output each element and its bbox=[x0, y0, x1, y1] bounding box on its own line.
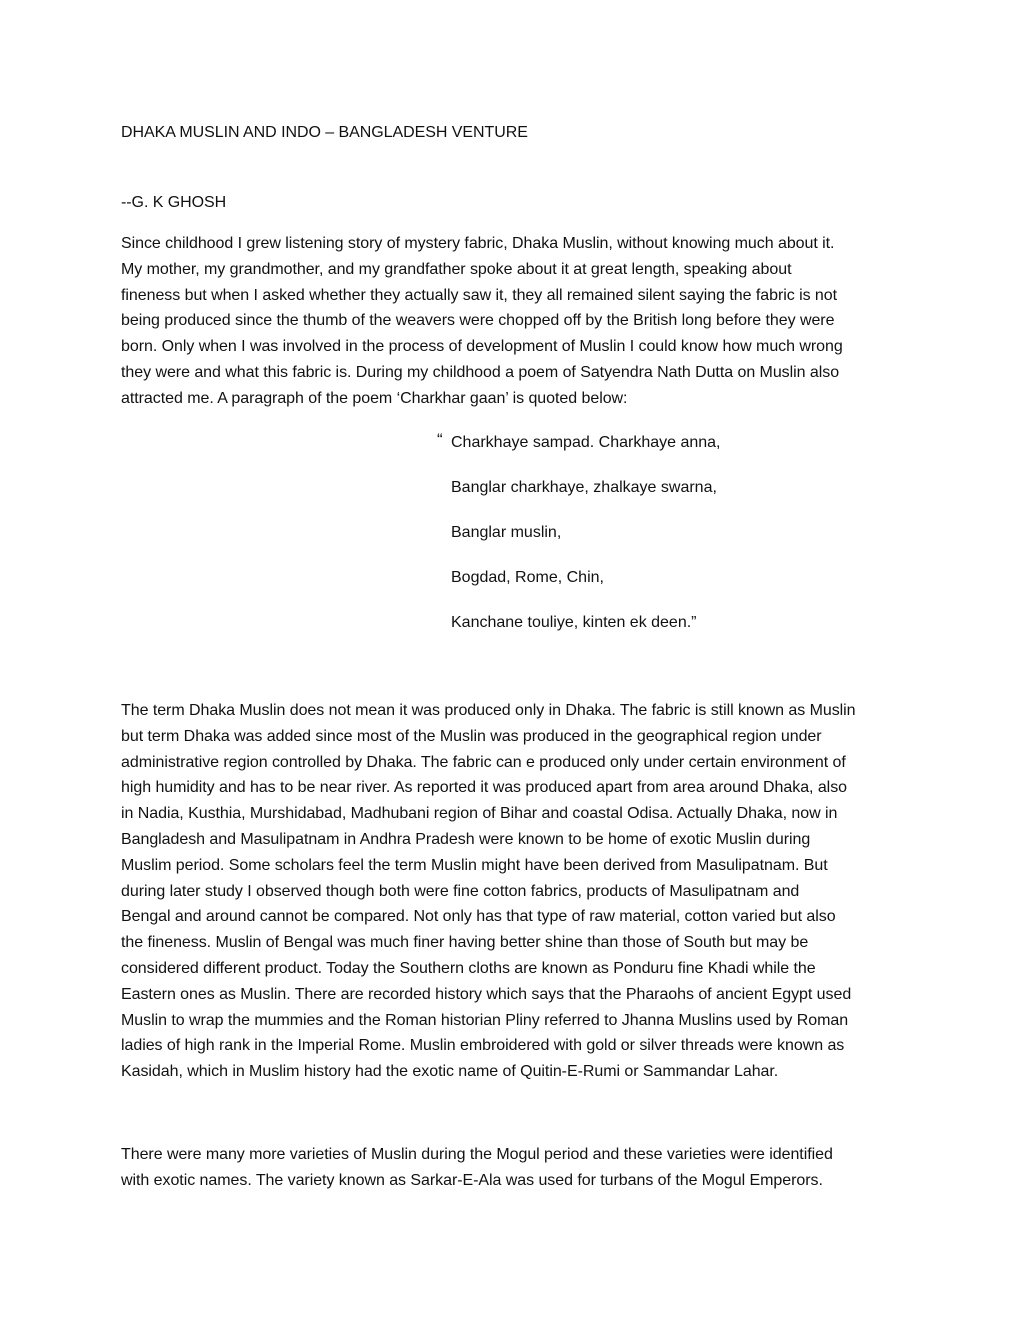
paragraph-line: Since childhood I grew listening story of mystery fabric, Dhaka Muslin, without knowing much about it. bbox=[121, 235, 835, 252]
poem-line bbox=[437, 612, 837, 657]
paragraph-line: administrative region controlled by Dhaka. The fabric can e produced only under certain environment of bbox=[121, 753, 846, 771]
paragraph-line: they were and what this fabric is. During my childhood a poem of Satyendra Nath Dutta on Muslin also bbox=[121, 363, 840, 381]
paragraph-line: in Nadia, Kusthia, Murshidabad, Madhubani region of Bihar and coastal Odisa. Actually Dhaka, now in bbox=[121, 805, 838, 823]
author-name: --G. K GHOSH bbox=[121, 194, 227, 211]
paragraph-line: with exotic names. The variety known as Sarkar-E-Ala was used for turbans of the Mogul Emperors. bbox=[121, 1171, 823, 1189]
poem-line-text: Banglar charkhaye, zhalkaye swarna, bbox=[451, 479, 717, 496]
paragraph-line: high humidity and has to be near river. As reported it was produced apart from area around Dhaka, also bbox=[121, 779, 847, 797]
paragraph-line: The term Dhaka Muslin does not mean it was produced only in Dhaka. The fabric is still known as Muslin bbox=[121, 702, 856, 719]
paragraph-line: considered different product. Today the Southern cloths are known as Ponduru fine Khadi while the bbox=[121, 959, 816, 977]
paragraph-line: being produced since the thumb of the weavers were chopped off by the British long before they were bbox=[121, 312, 835, 330]
poem-line-text: Banglar muslin, bbox=[451, 524, 562, 541]
poem-quote bbox=[437, 432, 837, 657]
paragraph-line: My mother, my grandmother, and my grandfather spoke about it at great length, speaking about bbox=[121, 260, 792, 278]
paragraph-line: but term Dhaka was added since most of the Muslin was produced in the geographical region under bbox=[121, 727, 822, 745]
poem-line bbox=[437, 432, 837, 477]
paragraph-line: during later study I observed though both were fine cotton fabrics, products of Masulipatnam and bbox=[121, 882, 800, 900]
poem-line bbox=[437, 567, 837, 612]
paragraph-line: ladies of high rank in the Imperial Rome. Muslin embroidered with gold or silver threads were known as bbox=[121, 1037, 845, 1055]
paragraph-dhaka-muslin bbox=[121, 698, 911, 1085]
paragraph-line: Eastern ones as Muslin. There are recorded history which says that the Pharaohs of ancient Egypt used bbox=[121, 985, 852, 1003]
poem-line bbox=[437, 477, 837, 522]
paragraph-line: Bengal and around cannot be compared. Not only has that type of raw material, cotton varied but also bbox=[121, 908, 836, 926]
paragraph-line: Kasidah, which in Muslim history had the exotic name of Quitin-E-Rumi or Sammandar Lahar. bbox=[121, 1063, 779, 1081]
paragraph-line: fineness but when I asked whether they actually saw it, they all remained silent saying the fabric is not bbox=[121, 286, 838, 304]
document-title: DHAKA MUSLIN AND INDO – BANGLADESH VENTURE bbox=[121, 124, 528, 141]
poem-line-text: Kanchane touliye, kinten ek deen.” bbox=[451, 614, 697, 631]
poem-line-text: Bogdad, Rome, Chin, bbox=[451, 569, 604, 586]
paragraph-line: the fineness. Muslin of Bengal was much finer having better shine than those of South but may be bbox=[121, 934, 809, 952]
paragraph-line: born. Only when I was involved in the process of development of Muslin I could know how much wrong bbox=[121, 338, 843, 356]
poem-line bbox=[437, 522, 837, 567]
paragraph-line: Muslin to wrap the mummies and the Roman historian Pliny referred to Jhanna Muslins used by Roman bbox=[121, 1011, 849, 1029]
paragraph-intro bbox=[121, 231, 911, 412]
paragraph-line: Muslim period. Some scholars feel the term Muslin might have been derived from Masulipatnam. But bbox=[121, 856, 828, 874]
paragraph-varieties bbox=[121, 1142, 911, 1194]
open-quote-mark: “ bbox=[437, 430, 443, 449]
paragraph-line: attracted me. A paragraph of the poem ‘Charkhar gaan’ is quoted below: bbox=[121, 389, 628, 407]
poem-line-text: Charkhaye sampad. Charkhaye anna, bbox=[451, 434, 721, 451]
paragraph-line: There were many more varieties of Muslin during the Mogul period and these varieties were identified bbox=[121, 1146, 833, 1163]
paragraph-line: Bangladesh and Masulipatnam in Andhra Pradesh were known to be home of exotic Muslin during bbox=[121, 830, 811, 848]
